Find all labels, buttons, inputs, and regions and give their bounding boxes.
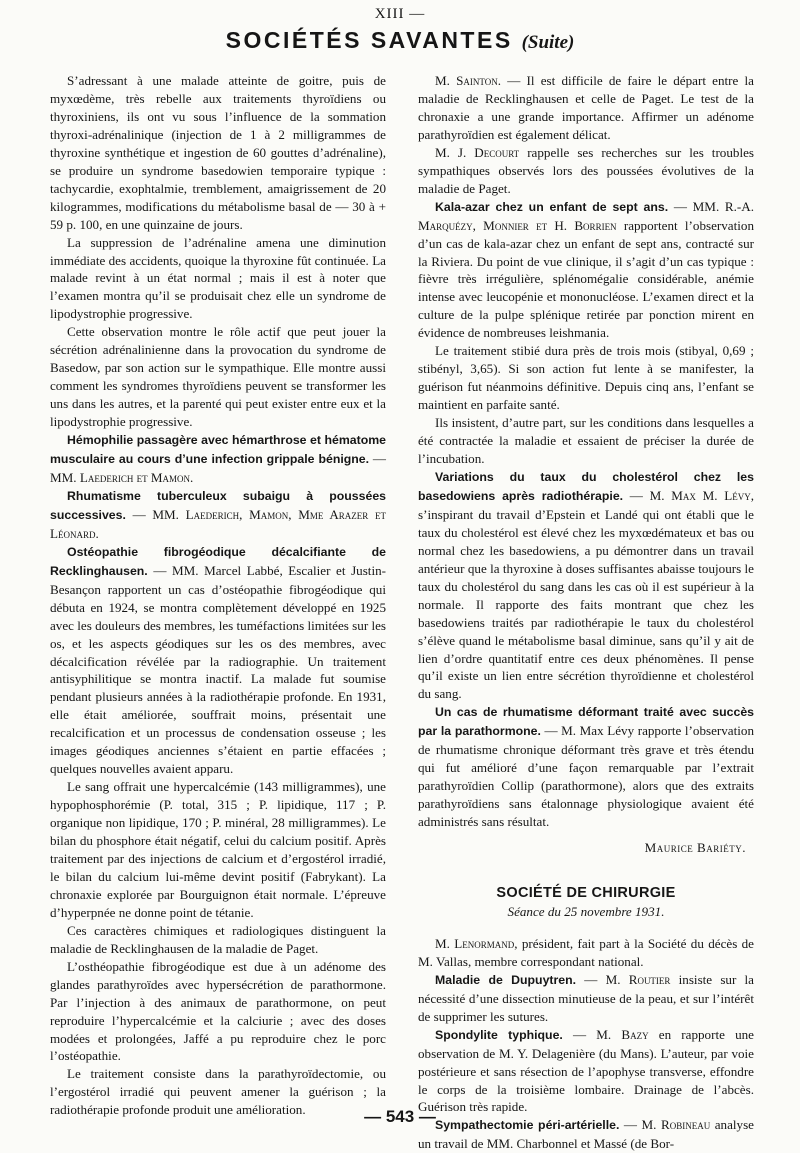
roman-page-number: XIII —	[374, 6, 426, 22]
session-date: Séance du 25 novembre 1931.	[507, 903, 665, 919]
name-sainton: M. Sainton.	[435, 73, 502, 88]
rubric-kala-azar: Kala-azar chez un enfant de sept ans.	[435, 199, 669, 214]
paragraph-sang: Le sang offrait une hypercalcémie (143 milligrammes), une hypophosphorémie (P. total, 315 ; P. lipidique, 117 ; P. organique non lipidique, 170 ; P. minéral, 28 milligrammes). Le bilan du phosphore était négatif, celui du calcium positif. Après traitement par des injections de calcium et d’ergostérol irradié, le bilan du calcium lui-même devint positif (Fabrykant). La chronaxie explorée par Bourguignon était normale. L’épreuve d’hyperpnée ne donne point de tétanie.	[50, 779, 386, 920]
page-header	[0, 6, 800, 54]
paragraph-traitement: Le traitement consiste dans la parathyroïdectomie, ou l’ergostérol irradié qui peuvent amener la guérison ; la radiothérapie profonde produit une amélioration.	[50, 1066, 386, 1118]
text-sainton: — Il est difficile de faire le départ entre la maladie de Recklinghausen et celle de Paget. Le test de la chronaxie a une grande importance. Affirmer un adénome parathyroïdien est également délicat.	[418, 73, 754, 142]
title-suite: (Suite)	[521, 32, 575, 53]
paragraph-observation: Cette observation montre le rôle actif que peut jouer la sécrétion adrénalinienne dans la provocation du syndrome de Basedow, par son action sur le sympathique. Elle montre aussi comment les syndromes thyroïdiens peuvent se transformer les uns dans les autres, et la parenté qui peut exister entre eux et la lipodystrophie progressive.	[50, 324, 386, 430]
rubric-osteopathie: Ostéopathie fibrogéodique décalcifiante de Recklinghausen.	[50, 544, 386, 578]
authors-kala-azar: — MM. R.-A. Marquézy, Monnier et H. Borrien	[418, 198, 755, 233]
paragraph-lenormand	[418, 935, 754, 971]
rubric-dupuytren: Maladie de Dupuytren.	[435, 972, 577, 987]
rubric-rhumatisme-tuberculeux: Rhumatisme tuberculeux subaigu à poussées successives.	[50, 488, 386, 522]
author-dupuytren: — M. Routier	[584, 971, 671, 987]
paragraph-rhumatisme-tuberculeux	[50, 487, 386, 543]
rubric-rhumatisme-deformant: Un cas de rhumatisme déformant traité avec succès par la parathormone.	[418, 705, 754, 739]
authors-rhumatisme-tuberculeux: — MM. Laederich, Mamon, Mme Arazer et Léonard.	[50, 506, 386, 541]
text-spondylite: en rapporte une observation de M. Y. Delagenière (du Mans). L’auteur, par voie postérieure et sans résection de l’apophyse transverse, effondre le corps de la troisième lombaire. Drainage de l’abcès. Guérison très rapide.	[418, 1026, 754, 1115]
author-signature: Maurice Bariéty.	[644, 840, 746, 856]
text-cholesterol: s’inspirant du travail d’Epstein et Landé qui ont établi que le taux du cholestérol est élevé chez les myxœdémateux et bas ou normal chez les basedowiens, a pu démontrer dans un travail antérieur que la thyroxine à doses suffisantes abaisse toujours le taux du cholestérol du sang dans les cas où il est supérieur à la normale. Il rapporte des faits montrant que chez les basedowiens traités par radiothérapie le taux du cholestérol s’élève quand le métabolisme basal diminue, sans qu’il y ait de lien d’ordre quantitatif entre ces deux phénomènes. Il pense qu’il existe un lien entre sécrétion thyroïdienne et cholestérol du sang.	[418, 506, 754, 702]
text-lenormand: président, fait part à la Société du décès de M. Vallas, membre correspondant national.	[418, 935, 754, 969]
paragraph-sainton	[418, 72, 754, 144]
authors-hemophilie: — MM. Laederich et Mamon.	[50, 451, 386, 485]
text-sympathectomie: analyse un travail de MM. Charbonnel et Massé (de Bor-	[418, 1117, 754, 1152]
text-decourt: rappelle ses recherches sur les troubles sympathiques observés lors des poussées évolutives de la maladie de Paget.	[418, 144, 754, 196]
paragraph-conditions: Ils insistent, d’autre part, sur les conditions dans lesquelles a été contractée la maladie et essaient de préciser la durée de l’incubation.	[418, 415, 754, 467]
author-cholesterol: — M. Max M. Lévy,	[629, 487, 754, 503]
rubric-sympathectomie: Sympathectomie péri-artérielle.	[435, 1118, 620, 1133]
text-rhumatisme-deformant: — M. Max Lévy rapporte l’observation de rhumatisme chronique déformant très grave et très étendu qui fut amélioré d’une façon remarquable par l’extrait parathyroïdien Collip (parathormone), alors que des extraits parathyroïdiens sans étalonnage physiologique avaient été administrés sans résultat.	[418, 723, 754, 830]
paragraph-decourt	[418, 144, 754, 198]
title-text: SOCIÉTÉS SAVANTES	[225, 27, 513, 53]
paragraph-suppression: La suppression de l’adrénaline amena une diminution immédiate des accidents, quoique la thyroxine fût continuée. La malade revint à un état normal ; mais il est à noter que l’examen montra qu’il se produisait chez elle un syndrome de lipodystrophie progressive.	[50, 234, 386, 322]
left-column	[50, 72, 386, 1119]
paragraph-osthéopathie: L’osthéopathie fibrogéodique est due à un adénome des glandes parathyroïdes avec hypersécrétion de parathormone. Par l’injection à des animaux de parathormone, on peut reproduire l’hypercalcémie et la calciurie ; avec des doses modées et prolongées, Jaffé a pu reproduire chez le porc l’ostéopathie.	[50, 958, 386, 1064]
right-column	[418, 72, 754, 1153]
paragraph-traitement-stibie: Le traitement stibié dura près de trois mois (stibyal, 0,69 ; stibényl, 3,65). Si son action fut lente à se manifester, la guérison fut néanmoins définitive. Depuis cinq ans, l’enfant se maintient en parfaite santé.	[418, 343, 754, 413]
author-sympathectomie: — M. Robineau	[623, 1117, 711, 1133]
rubric-cholesterol: Variations du taux du cholestérol chez les basedowiens après radiothérapie.	[418, 469, 754, 503]
rubric-hemophilie: Hémophilie passagère avec hémarthrose et hématome musculaire au cours d’une infection grippale bénigne.	[50, 433, 386, 467]
page-number: — 543 —	[364, 1107, 436, 1126]
paragraph-osteopathie	[50, 543, 386, 778]
section-heading-societe-chirurgie: SOCIÉTÉ DE CHIRURGIE	[496, 884, 676, 901]
paragraph-dupuytren	[418, 971, 754, 1026]
paragraph-caracteres: Ces caractères chimiques et radiologiques distinguent la maladie de Recklinghausen de la maladie de Paget.	[50, 922, 386, 956]
name-lenormand: M. Lenormand,	[435, 935, 518, 951]
paragraph-rhumatisme-deformant	[418, 703, 754, 831]
paragraph-cholesterol	[418, 468, 754, 703]
text-kala-azar: rapportent l’observation d’un cas de kala-azar chez un enfant de sept ans, contracté sur la Riviera. Du point de vue clinique, il s’agit d’un cas typique : fièvre très irrégulière, splénomégalie considérable, anémie intense avec leucopénie et mononucléose. L’examen direct et la culture de la pulpe splénique retirée par ponction mirent en évidence de nombreuses leishmania.	[418, 217, 754, 341]
paragraph-spondylite	[418, 1026, 754, 1117]
text-dupuytren: insiste sur la nécessité d’une dissection minutieuse de la peau, et sur l’intérêt de supprimer les sutures.	[418, 971, 754, 1024]
name-decourt: M. J. Decourt	[435, 144, 520, 160]
author-spondylite: — M. Bazy	[573, 1026, 649, 1042]
paragraph-kala-azar	[418, 198, 754, 343]
page-title	[0, 27, 800, 54]
rubric-spondylite: Spondylite typhique.	[435, 1027, 563, 1042]
paragraph-hemophilie	[50, 431, 386, 487]
paragraph-sommation: S’adressant à une malade atteinte de goitre, puis de myxœdème, très rebelle aux traitements thyroïdiens ou thyroxiniens, ils ont vu sous l’influence de la sommation thyroxi-adrénalinique (injection de 1 à 2 milligrammes de thyroxine synthétique et ingestion de 60 gouttes d’adrénaline), se produire un syndrome basedowien temporaire typique : tachycardie, exophtalmie, tremblement, amaigrissement de 20 kilogrammes, modifications du métabolisme basal de — 30 à + 59 p. 100, en une quinzaine de jours.	[50, 73, 386, 232]
text-osteopathie: — MM. Marcel Labbé, Escalier et Justin-Besançon rapportent un cas d’ostéopathie fibrogéodique qui débuta en 1924, se montra complètement développé en 1925 avec les douleurs des membres, les tuméfactions limitées sur les os, et les aspects géodiques sur les os des membres, avec décalcification révélée par la radiographie. Un traitement antisyphilitique se montra inactif. La malade fut soumise pendant plusieurs années à la radiothérapie profonde. En 1931, elle était améliorée, souffrait moins, présentait une recalcification et un processus de condensation osseuse ; les images géodiques anciennes s’étaient en partie effacées ; quelques nouvelles avaient apparu.	[50, 562, 386, 777]
